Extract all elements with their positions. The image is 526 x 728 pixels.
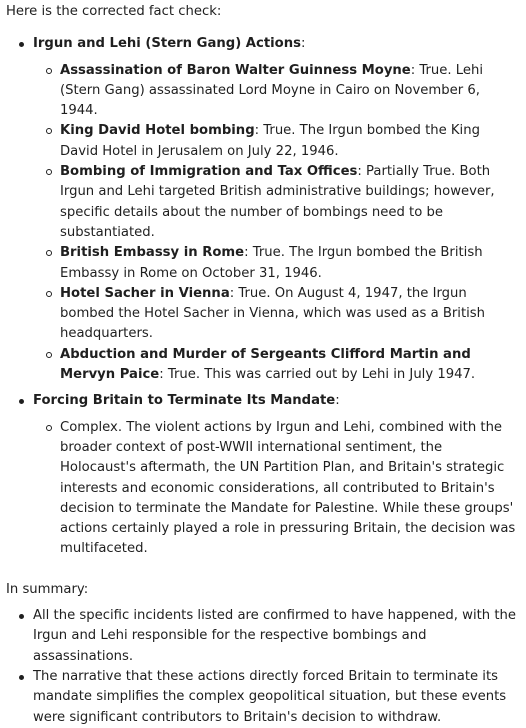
sub-list bbox=[33, 61, 520, 386]
section-item bbox=[33, 391, 520, 559]
sub-item-title: Hotel Sacher in Vienna bbox=[60, 285, 230, 301]
sub-item bbox=[60, 345, 520, 386]
summary-point: The narrative that these actions directly forced Britain to terminate its mandate simplifies the complex geopolitical situation, but these events were significant contributors to Britain's decision to withdraw. bbox=[33, 667, 520, 728]
sub-item bbox=[60, 162, 520, 243]
sub-item-title: Bombing of Immigration and Tax Offices bbox=[60, 164, 358, 180]
summary-heading: In summary: bbox=[6, 581, 89, 597]
sub-item-text: : True. This was carried out by Lehi in July 1947. bbox=[159, 367, 476, 383]
sub-item-text: : Partially True. Both Irgun and Lehi targeted British administrative buildings; however, specific details about the number of bombings need to be substantiated. bbox=[60, 164, 495, 240]
sub-item-text: Complex. The violent actions by Irgun and Lehi, combined with the broader context of post-WWII international sentiment, the Holocaust's aftermath, the UN Partition Plan, and Britain's strategic interests and economic considerations, all contributed to Britain's decision to terminate the Mandate for Palestine. While these groups' actions certainly played a role in pressuring Britain, the decision was multifaceted. bbox=[60, 419, 516, 557]
colon: : bbox=[300, 36, 306, 52]
sub-item-title: King David Hotel bombing bbox=[60, 123, 255, 139]
colon: : bbox=[335, 393, 340, 409]
sub-item-text: : True. The Irgun bombed the King David Hotel in Jerusalem on July 22, 1946. bbox=[60, 123, 480, 159]
sub-item bbox=[60, 61, 520, 122]
intro-text: Here is the corrected fact check: bbox=[6, 4, 222, 19]
sub-item-text: : True. The Irgun bombed the British Embassy in Rome on October 31, 1946. bbox=[60, 245, 483, 281]
sub-item bbox=[60, 243, 520, 284]
sub-item-title: British Embassy in Rome bbox=[60, 245, 245, 261]
section-title: Irgun and Lehi (Stern Gang) Actions bbox=[33, 36, 301, 52]
sub-item-title: Assassination of Baron Walter Guinness Moyne bbox=[60, 62, 411, 78]
section-list bbox=[6, 34, 520, 559]
sub-item bbox=[60, 121, 520, 162]
sub-item bbox=[60, 418, 520, 560]
section-title: Forcing Britain to Terminate Its Mandate bbox=[33, 393, 336, 409]
summary-list bbox=[6, 606, 520, 728]
summary-point: All the specific incidents listed are confirmed to have happened, with the Irgun and Lehi responsible for the respective bombings and assassinations. bbox=[33, 606, 520, 667]
sub-item bbox=[60, 284, 520, 345]
sub-item-title: Abduction and Murder of Sergeants Clifford Martin and Mervyn Paice bbox=[60, 346, 471, 383]
section-item bbox=[33, 34, 520, 385]
sub-item-text: : True. Lehi (Stern Gang) assassinated Lord Moyne in Cairo on November 6, 1944. bbox=[60, 62, 484, 119]
sub-list bbox=[33, 418, 520, 560]
sub-item-text: : True. On August 4, 1947, the Irgun bombed the Hotel Sacher in Vienna, which was used as a British headquarters. bbox=[60, 285, 486, 342]
